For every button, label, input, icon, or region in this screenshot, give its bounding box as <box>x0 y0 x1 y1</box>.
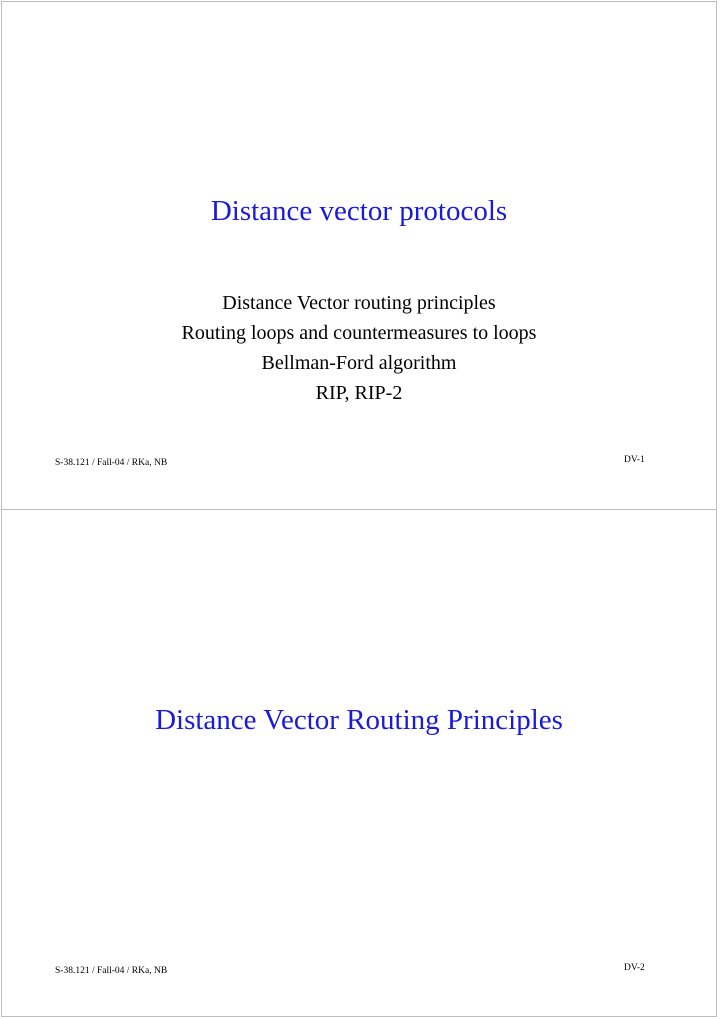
slide-title: Distance Vector Routing Principles <box>155 704 563 736</box>
slide-number: DV-1 <box>624 455 645 465</box>
slide-outline <box>2 288 716 408</box>
outline-item: RIP, RIP-2 <box>315 382 403 404</box>
slide-1 <box>1 1 717 510</box>
slide-footer-course: S-38.121 / Fall-04 / RKa, NB <box>55 458 168 468</box>
slide-number: DV-2 <box>624 963 645 973</box>
slide-2 <box>1 509 717 1017</box>
slide-footer-course: S-38.121 / Fall-04 / RKa, NB <box>55 966 168 976</box>
slide-title: Distance vector protocols <box>210 195 508 227</box>
outline-item: Distance Vector routing principles <box>222 292 496 314</box>
outline-item: Routing loops and countermeasures to loops <box>181 322 537 344</box>
outline-item: Bellman-Ford algorithm <box>261 352 457 374</box>
